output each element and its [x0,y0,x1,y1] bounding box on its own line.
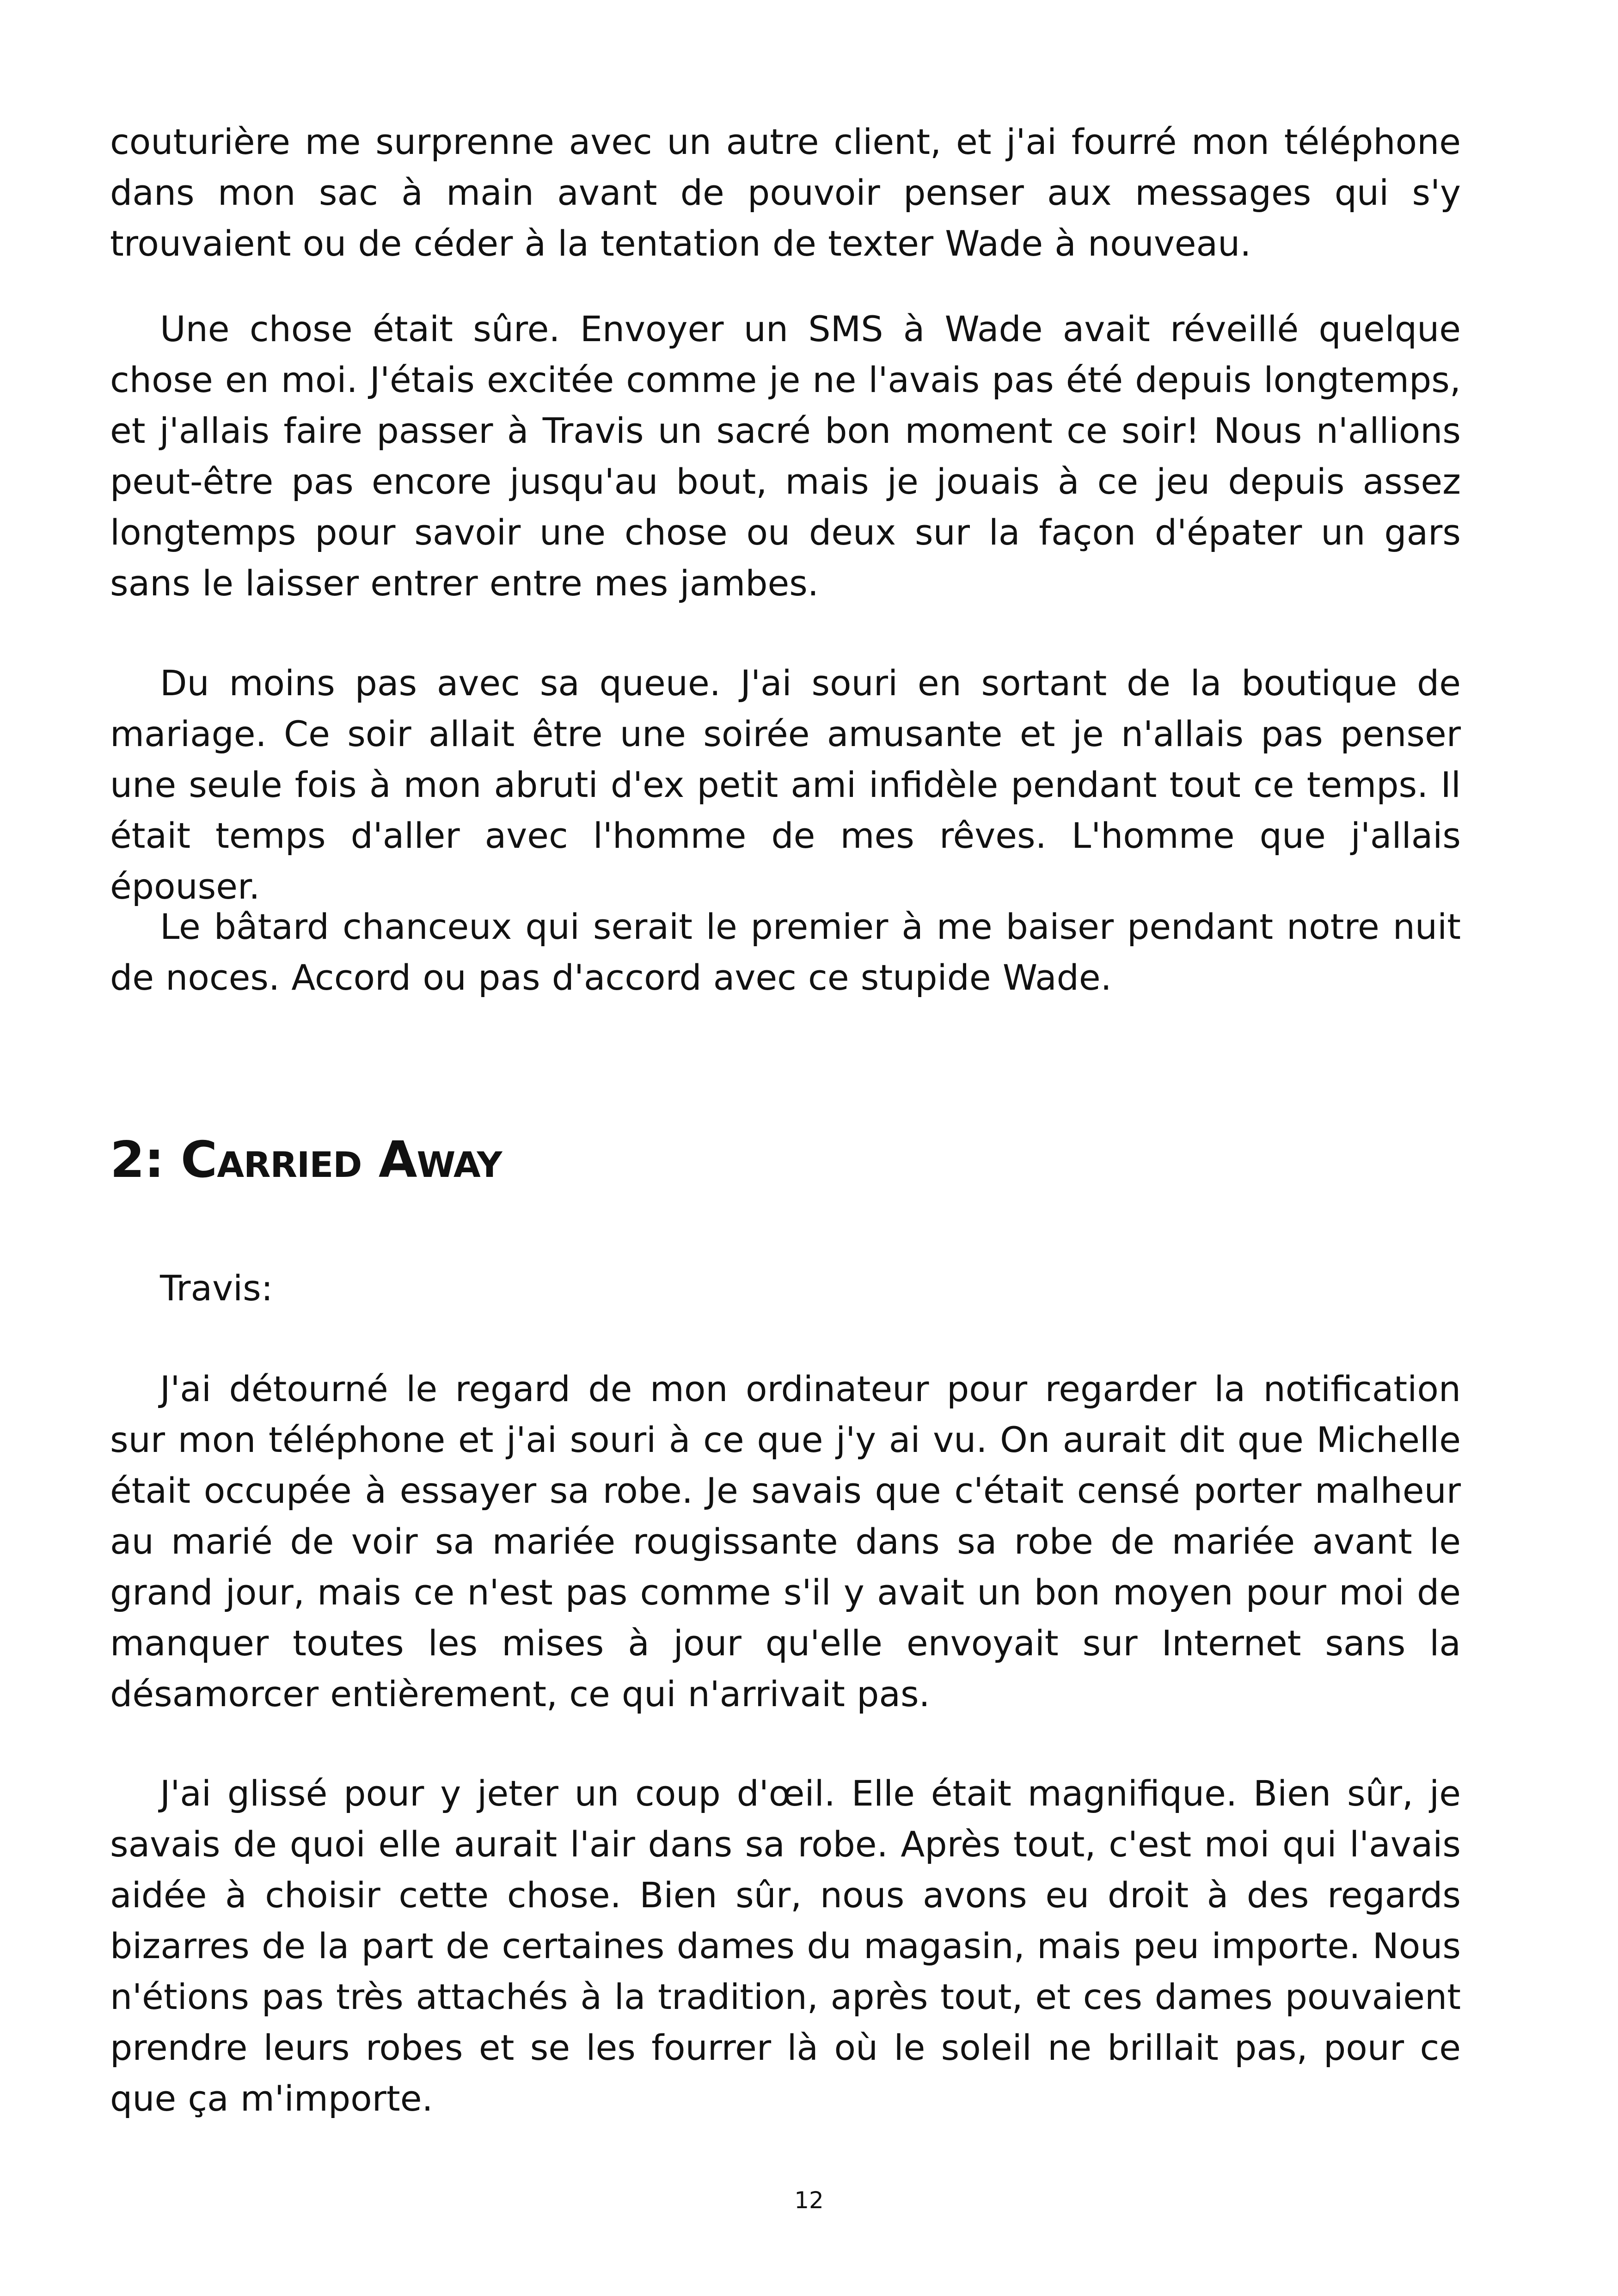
paragraph-wedding-night: Le bâtard chanceux qui serait le premier à me baiser pendant notre nuit de noces. Accord ou pas d'accord avec ce stupide Wade. [110,906,1461,998]
paragraph-notification: J'ai détourné le regard de mon ordinateur pour regarder la notification sur mon téléphone et j'ai souri à ce que j'y ai vu. On aurait dit que Michelle était occupée à essayer sa robe. Je savais que c'était censé porter malheur au marié de voir sa mariée rougissante dans sa robe de mariée avant le grand jour, mais ce n'est pas comme s'il y avait un bon moyen pour moi de manquer toutes les mises à jour qu'elle envoyait sur Internet sans la désamorcer entièrement, ce qui n'arrivait pas. [110,1368,1461,1714]
chapter-heading: 2: Carried Away [110,1131,502,1189]
page-number: 12 [794,2187,824,2214]
paragraph-boutique: Du moins pas avec sa queue. J'ai souri en sortant de la boutique de mariage. Ce soir allait être une soirée amusante et je n'allais pas penser une seule fois à mon abruti d'ex petit ami infidèle pendant tout ce temps. Il était temps d'aller avec l'homme de mes rêves. L'homme que j'allais épouser. [110,662,1461,907]
paragraph-sms-wade: Une chose était sûre. Envoyer un SMS à Wade avait réveillé quelque chose en moi. J'étais excitée comme je ne l'avais pas été depuis longtemps, et j'allais faire passer à Travis un sacré bon moment ce soir! Nous n'allions peut-être pas encore jusqu'au bout, mais je jouais à ce jeu depuis assez longtemps pour savoir une chose ou deux sur la façon d'épater un gars sans le laisser entrer entre mes jambes. [110,308,1461,604]
narrator-label: Travis: [160,1267,273,1309]
paragraph-dress: J'ai glissé pour y jeter un coup d'œil. Elle était magnifique. Bien sûr, je savais de quoi elle aurait l'air dans sa robe. Après tout, c'est moi qui l'avais aidée à choisir cette chose. Bien sûr, nous avons eu droit à des regards bizarres de la part de certaines dames du magasin, mais peu importe. Nous n'étions pas très attachés à la tradition, après tout, et ces dames pouvaient prendre leurs robes et se les fourrer là où le soleil ne brillait pas, pour ce que ça m'importe. [110,1773,1461,2119]
paragraph-continuation: couturière me surprenne avec un autre client, et j'ai fourré mon téléphone dans mon sac à main avant de pouvoir penser aux messages qui s'y trouvaient ou de céder à la tentation de texter Wade à nouveau. [110,121,1461,264]
